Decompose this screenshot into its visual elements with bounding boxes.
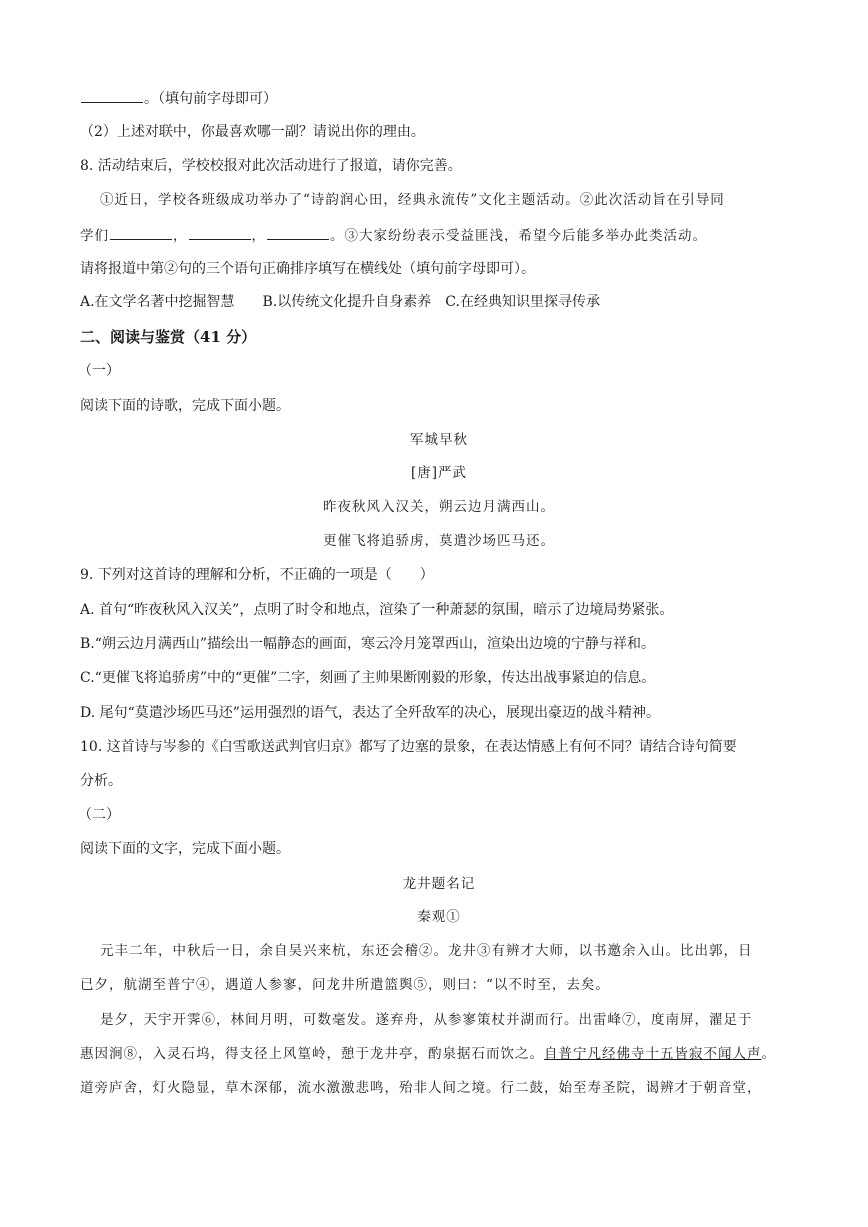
report-text: 学们: [80, 228, 109, 244]
answer-blank[interactable]: [81, 88, 143, 103]
essay-line-2: 已夕，航湖至普宁④，遇道人参寥，问龙井所遣篮舆⑤，则曰：“以不时至，去矣。: [80, 977, 610, 993]
q9-option-d[interactable]: D. 尾句“莫遣沙场匹马还”运用强烈的语气，表达了全歼敌军的决心，展现出豪迈的战斗精神。: [80, 705, 660, 721]
essay-line-3: 是夕，天宇开霁⑥，林间月明，可数毫发。遂弃舟，从参寥策杖并湖而行。出雷峰⑦，度南屏，濯足于: [100, 1012, 753, 1028]
essay-line-4: [80, 1044, 798, 1064]
part1-intro: 阅读下面的诗歌，完成下面小题。: [80, 398, 290, 414]
q9-stem: 9. 下列对这首诗的理解和分析，不正确的一项是（ ）: [80, 567, 434, 583]
q9-option-b[interactable]: B.“朔云边月满西山”描绘出一幅静态的画面，寒云冷月笼罩西山，渲染出边境的宁静与祥和。: [80, 636, 656, 652]
answer-blank-3[interactable]: [267, 225, 329, 240]
q8-stem: 8. 活动结束后，学校校报对此次活动进行了报道，请你完善。: [80, 158, 462, 174]
part1-label: （一）: [78, 363, 120, 379]
answer-blank-1[interactable]: [110, 225, 172, 240]
report-text: 。③大家纷纷表示受益匪浅，希望今后能多举办此类活动。: [330, 228, 707, 244]
part2-label: （二）: [78, 807, 120, 823]
q10-line-1: 10. 这首诗与岑参的《白雪歌送武判官归京》都写了边塞的景象，在表达情感上有何不同？请结合诗句简要: [80, 739, 737, 755]
answer-blank-2[interactable]: [189, 225, 251, 240]
essay-line-5: 道旁庐舍，灯火隐显，草木深郁，流水激激悲鸣，殆非人间之境。行二鼓，始至寿圣院，谒辨才于朝音堂，: [80, 1080, 762, 1096]
essay-author: 秦观①: [417, 909, 461, 925]
q9-option-c[interactable]: C.“更催飞将追骄虏”中的“更催”二字，刻画了主帅果断刚毅的形象，传达出战事紧迫的信息。: [80, 670, 656, 686]
q7-answer-line: [80, 88, 798, 109]
q8-report-p1: ①近日，学校各班级成功举办了“诗韵润心田，经典永流传”文化主题活动。②此次活动旨在引导同: [100, 192, 725, 208]
part2-intro: 阅读下面的文字，完成下面小题。: [80, 841, 290, 857]
poem-line-2: 更催飞将追骄虏，莫遣沙场匹马还。: [323, 533, 555, 549]
q8-instruction: 请将报道中第②句的三个语句正确排序填写在横线处（填句前字母即可）。: [80, 261, 535, 277]
essay-text: 惠因涧⑧，入灵石坞，得支径上风篁岭，憩于龙井亭，酌泉据石而饮之。: [80, 1046, 544, 1062]
poem-line-1: 昨夜秋风入汉关，朔云边月满西山。: [323, 499, 555, 515]
poem-author: [唐]严武: [410, 465, 468, 481]
q10-line-2: 分析。: [80, 773, 122, 789]
poem-title: 军城早秋: [410, 432, 468, 448]
q8-options: A.在文学名著中挖掘智慧 B.以传统文化提升自身素养 C.在经典知识里探寻传承: [80, 294, 600, 310]
q9-option-a[interactable]: A. 首句“昨夜秋风入汉关”，点明了时令和地点，渲染了一种萧瑟的氛围，暗示了边境局势紧张。: [80, 602, 674, 618]
instruction-text: 。（填句前字母即可）: [144, 91, 277, 107]
q8-report-p2: 学们 ， ， 。③大家纷纷表示受益匪浅，希望今后能多举办此类活动。: [80, 225, 798, 246]
essay-text: 。: [761, 1046, 776, 1062]
q7-part2: （2）上述对联中，你最喜欢哪一副？请说出你的理由。: [80, 124, 425, 140]
underlined-sentence: 自普宁凡经佛寺十五皆寂不闻人声: [544, 1046, 762, 1062]
section-title: 二、阅读与鉴赏（41 分）: [80, 328, 257, 346]
essay-line-1: 元丰二年，中秋后一日，余自吴兴来杭，东还会稽②。龙井③有辨才大师，以书邀余入山。比出郭，日: [100, 943, 753, 959]
essay-title: 龙井题名记: [402, 876, 476, 892]
